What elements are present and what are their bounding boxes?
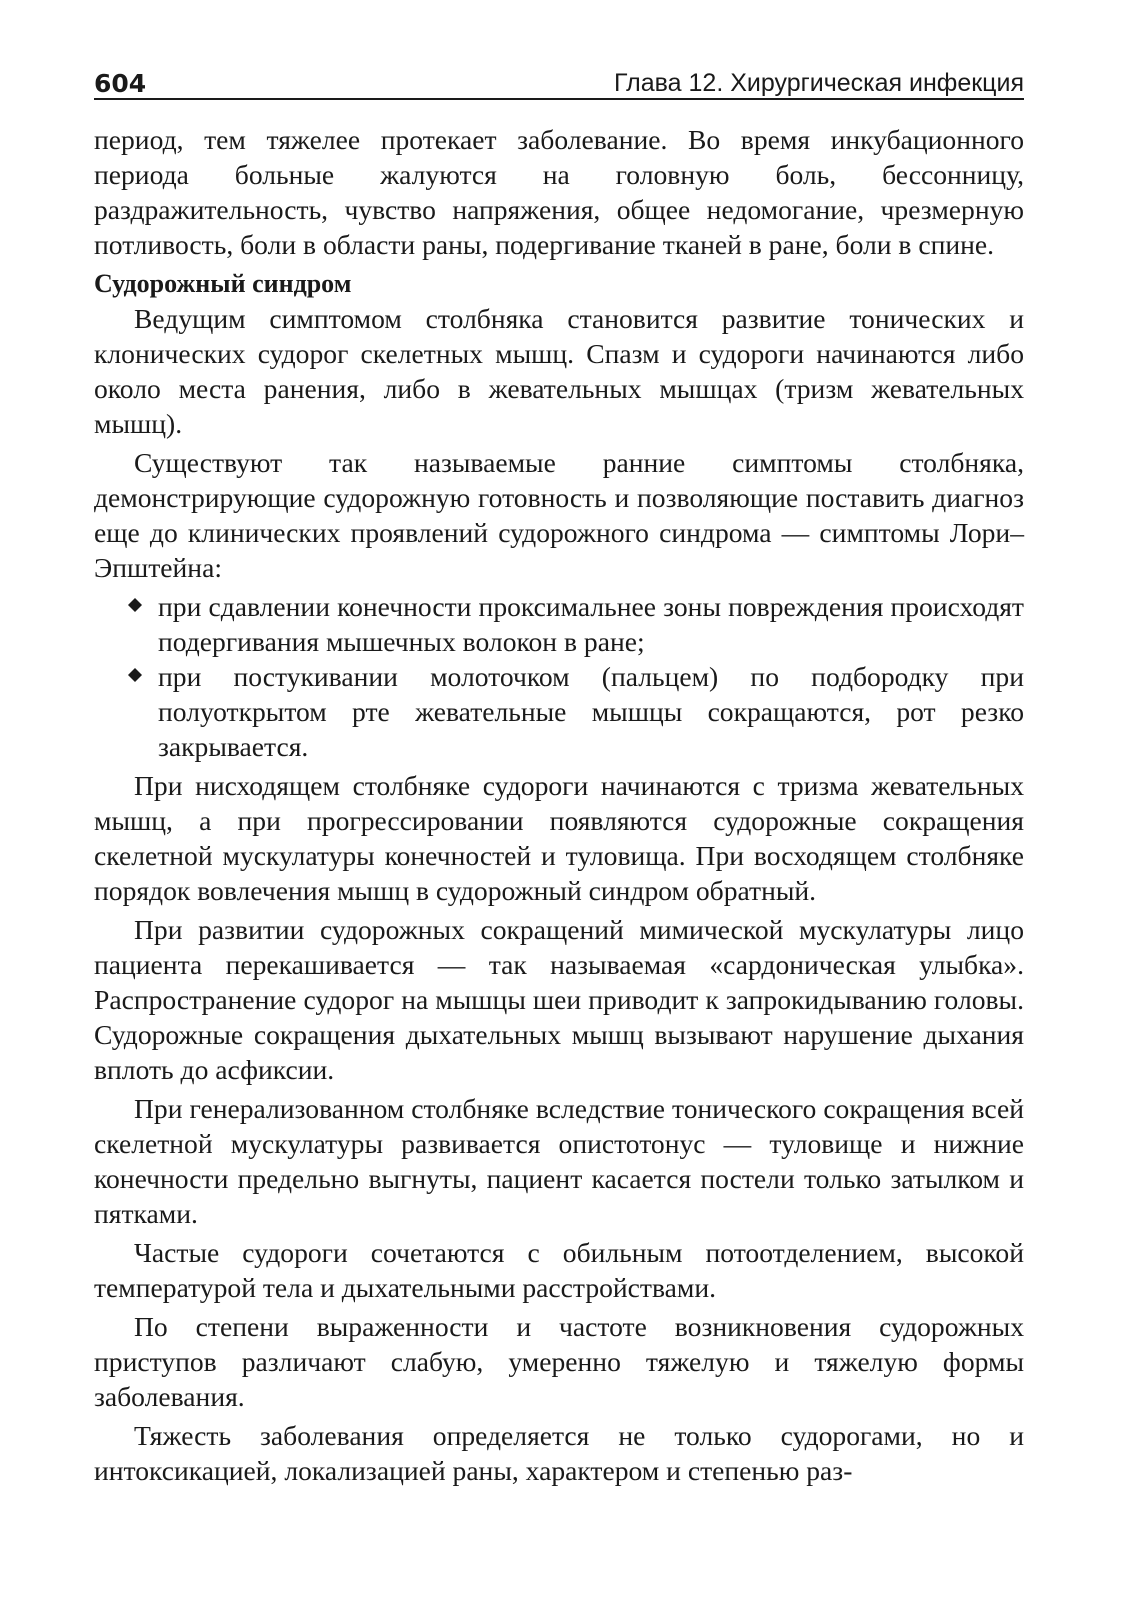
diamond-bullet-icon: [128, 598, 142, 612]
paragraph: Частые судороги сочетаются с обильным потоотделением, высокой температурой тела и дыхательными расстройствами.: [94, 1237, 1024, 1303]
list-item-text: при постукивании молоточком (пальцем) по подбородку при полуоткрытом рте жевательные мышцы сокращаются, рот резко закрывается.: [158, 661, 1024, 762]
paragraph: Тяжесть заболевания определяется не только судорогами, но и интоксикацией, локализацией раны, характером и степенью раз-: [94, 1420, 1024, 1486]
diamond-bullet-icon: [128, 668, 142, 682]
symptom-list: [94, 589, 1024, 764]
list-item: [94, 659, 1024, 764]
page-number: 604: [94, 69, 147, 98]
paragraph: При генерализованном столбняке вследствие тонического сокращения всей скелетной мускулатуры развивается опистотонус — туловище и нижние конечности предельно выгнуты, пациент касается постели только затылком и пятками.: [94, 1093, 1024, 1229]
running-head: Глава 12. Хирургическая инфекция: [614, 69, 1024, 97]
paragraph: При развитии судорожных сокращений мимической мускулатуры лицо пациента перекашивается — так называемая «сардоническая улыбка». Распространение судорог на мышцы шеи приводит к запрокидыванию головы. Судорожные сокращения дыхательных мышц вызывают нарушение дыхания вплоть до асфиксии.: [94, 914, 1024, 1085]
paragraph-continuation: период, тем тяжелее протекает заболевание. Во время инкубационного периода больные жалуются на головную боль, бессонницу, раздражительность, чувство напряжения, общее недомогание, чрезмерную потливость, боли в области раны, подергивание тканей в ране, боли в спине.: [94, 124, 1024, 260]
paragraph: Существуют так называемые ранние симптомы столбняка, демонстрирующие судорожную готовность и позволяющие поставить диагноз еще до клинических проявлений судорожного синдрома — симптомы Лори–Эпштейна:: [94, 447, 1024, 583]
section-subheading: Судорожный синдром: [94, 269, 352, 298]
page-body: [94, 122, 1024, 1488]
paragraph: Ведущим симптомом столбняка становится развитие тонических и клонических судорог скелетных мышц. Спазм и судороги начинаются либо около места ранения, либо в жевательных мышцах (тризм жевательных мышц).: [94, 303, 1024, 439]
list-item: [94, 589, 1024, 659]
list-item-text: при сдавлении конечности проксимальнее зоны повреждения происходят подергивания мышечных волокон в ране;: [158, 591, 1024, 657]
paragraph: При нисходящем столбняке судороги начинаются с тризма жевательных мышц, а при прогрессировании появляются судорожные сокращения скелетной мускулатуры конечностей и туловища. При восходящем столбняке порядок вовлечения мышц в судорожный синдром обратный.: [94, 770, 1024, 906]
book-page: [94, 60, 1024, 1492]
paragraph: По степени выраженности и частоте возникновения судорожных приступов различают слабую, умеренно тяжелую и тяжелую формы заболевания.: [94, 1311, 1024, 1412]
page-header: [94, 60, 1024, 100]
